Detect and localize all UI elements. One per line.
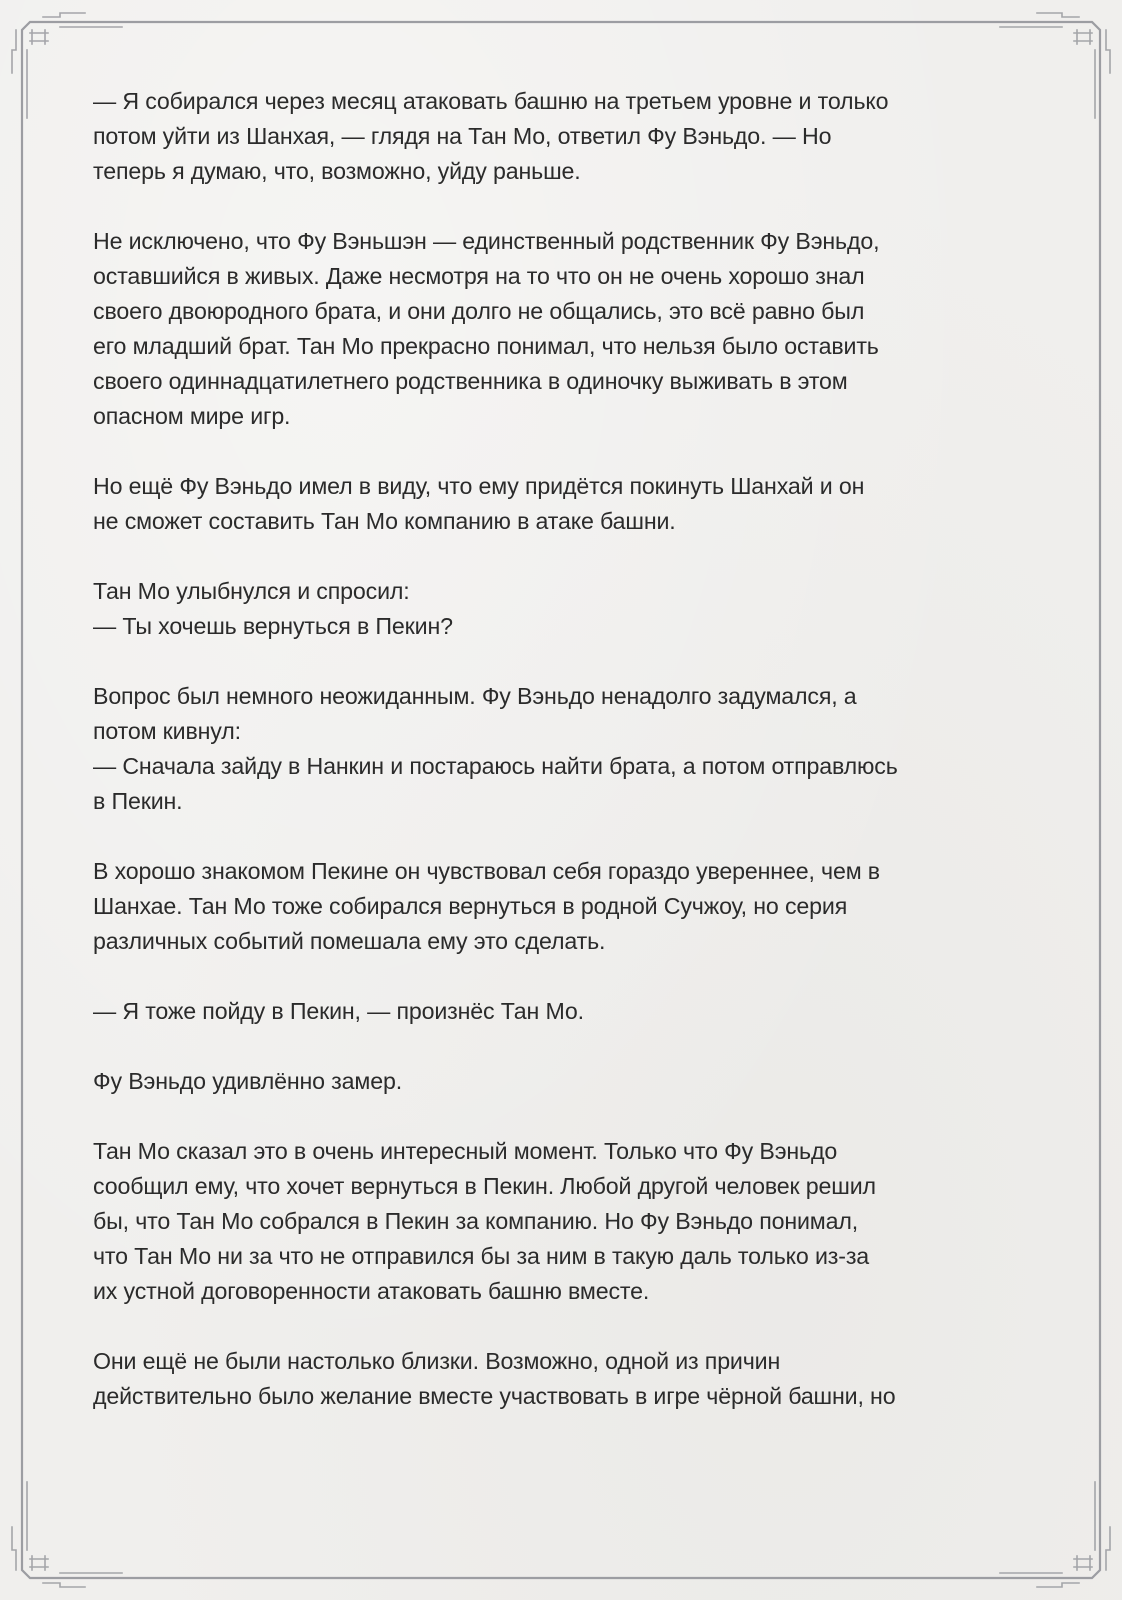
paragraph [93, 1064, 1023, 1099]
text-line: своего одиннадцатилетнего родственника в одиночку выживать в этом [93, 368, 848, 394]
text-line: Шанхае. Тан Мо тоже собирался вернуться в родной Сучжоу, но серия [93, 893, 848, 919]
paragraph [93, 1344, 1023, 1414]
text-line: В хорошо знакомом Пекине он чувствовал себя гораздо увереннее, чем в [93, 858, 880, 884]
text-line: что Тан Мо ни за что не отправился бы за ним в такую даль только из-за [93, 1243, 870, 1269]
text-line: опасном мире игр. [93, 403, 291, 429]
paragraph [93, 574, 1023, 644]
text-line: — Сначала зайду в Нанкин и постараюсь найти брата, а потом отправлюсь [93, 753, 898, 779]
corner-ornament-bottom-left [12, 1482, 122, 1587]
text-line: Они ещё не были настолько близки. Возможно, одной из причин [93, 1348, 781, 1374]
text-line: теперь я думаю, что, возможно, уйду раньше. [93, 158, 581, 184]
text-line: его младший брат. Тан Мо прекрасно понимал, что нельзя было оставить [93, 333, 879, 359]
paragraph [93, 1134, 1023, 1309]
text-line: потом уйти из Шанхая, — глядя на Тан Мо, ответил Фу Вэньдо. — Но [93, 123, 832, 149]
text-line: Фу Вэньдо удивлённо замер. [93, 1068, 402, 1094]
text-line: сообщил ему, что хочет вернуться в Пекин. Любой другой человек решил [93, 1173, 876, 1199]
corner-ornament-bottom-right [1000, 1482, 1110, 1587]
text-line: Тан Мо улыбнулся и спросил: [93, 578, 410, 604]
paragraph [93, 469, 1023, 539]
text-line: Вопрос был немного неожиданным. Фу Вэньдо ненадолго задумался, а [93, 683, 857, 709]
text-line: — Я собирался через месяц атаковать башню на третьем уровне и только [93, 88, 889, 114]
text-line: в Пекин. [93, 788, 183, 814]
paragraph [93, 854, 1023, 959]
text-line: бы, что Тан Мо собрался в Пекин за компанию. Но Фу Вэньдо понимал, [93, 1208, 859, 1234]
text-line: различных событий помешала ему это сделать. [93, 928, 606, 954]
text-line: их устной договоренности атаковать башню вместе. [93, 1278, 650, 1304]
paragraph [93, 224, 1023, 434]
text-line: Но ещё Фу Вэньдо имел в виду, что ему придётся покинуть Шанхай и он [93, 473, 865, 499]
text-line: Тан Мо сказал это в очень интересный момент. Только что Фу Вэньдо [93, 1138, 838, 1164]
text-line: — Я тоже пойду в Пекин, — произнёс Тан Мо. [93, 998, 584, 1024]
page-text [93, 84, 1023, 1449]
text-line: не сможет составить Тан Мо компанию в атаке башни. [93, 508, 676, 534]
text-line: оставшийся в живых. Даже несмотря на то что он не очень хорошо знал [93, 263, 865, 289]
text-line: потом кивнул: [93, 718, 241, 744]
paragraph [93, 679, 1023, 819]
text-line: действительно было желание вместе участвовать в игре чёрной башни, но [93, 1383, 896, 1409]
text-line: — Ты хочешь вернуться в Пекин? [93, 613, 453, 639]
text-line: своего двоюродного брата, и они долго не общались, это всё равно был [93, 298, 865, 324]
paragraph [93, 994, 1023, 1029]
text-line: Не исключено, что Фу Вэньшэн — единственный родственник Фу Вэньдо, [93, 228, 880, 254]
paragraph [93, 84, 1023, 189]
